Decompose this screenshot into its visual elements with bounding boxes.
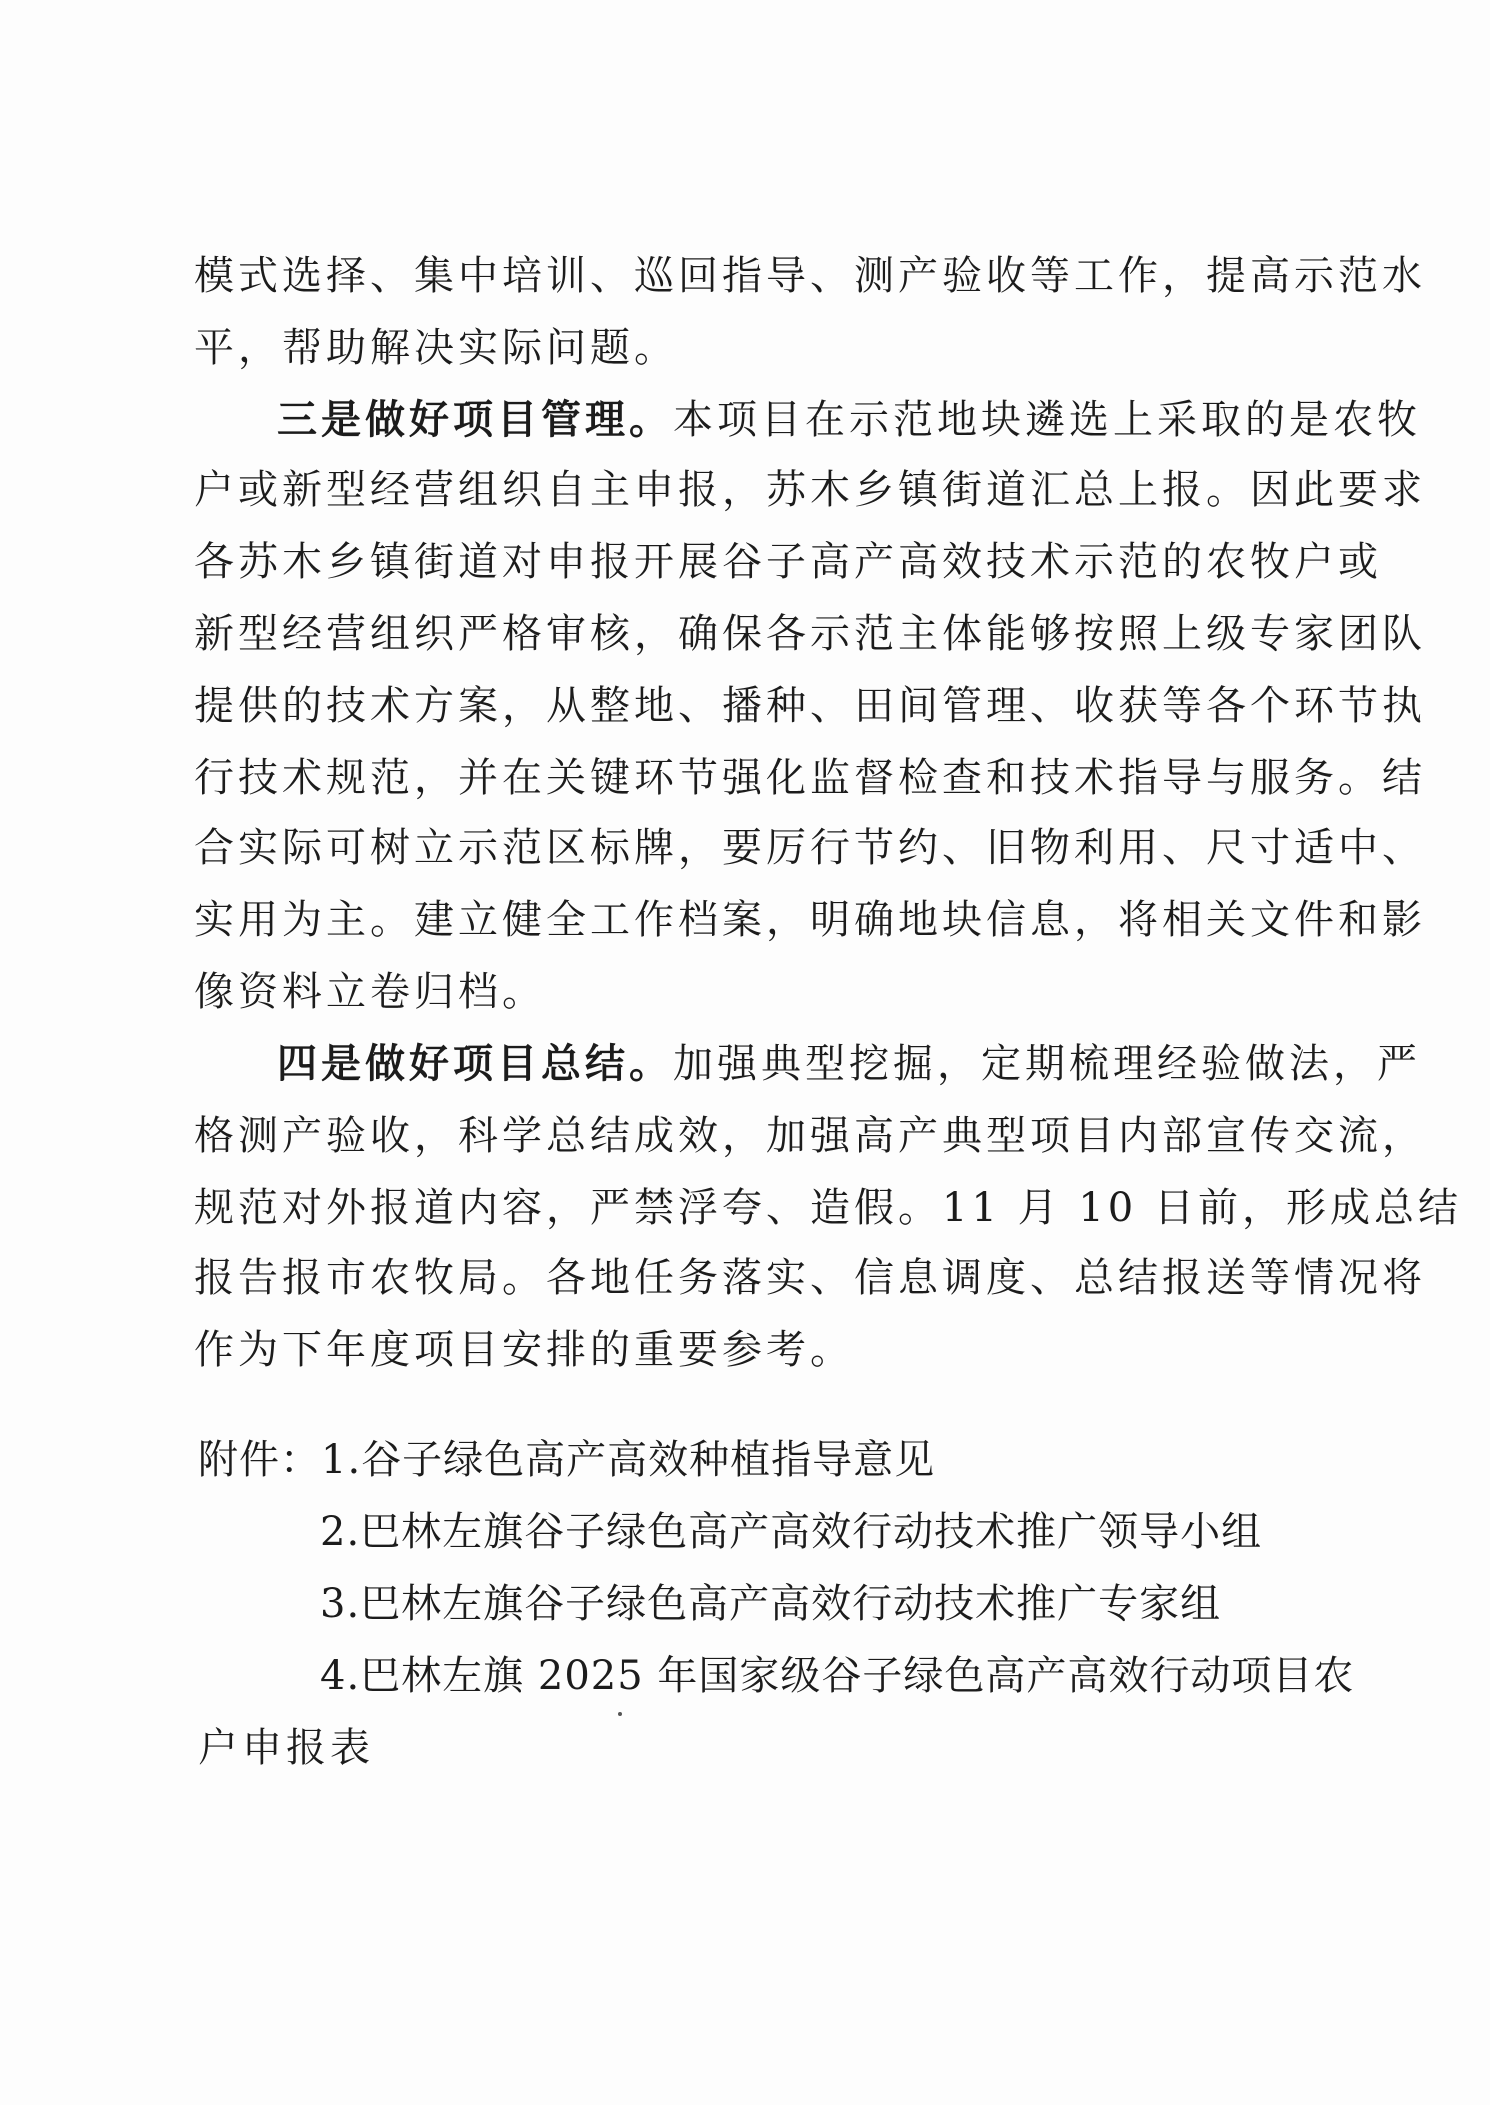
body-line: 提供的技术方案，从整地、播种、田间管理、收获等各个环节执	[194, 683, 1426, 729]
attachment-item: 1.谷子绿色高产高效种植指导意见	[321, 1437, 936, 1483]
body-text: 加强典型挖掘，定期梳理经验做法，严	[673, 1041, 1421, 1087]
body-line: 报告报市农牧局。各地任务落实、信息调度、总结报送等情况将	[194, 1255, 1426, 1301]
body-line: 行技术规范，并在关键环节强化监督检查和技术指导与服务。结	[194, 755, 1426, 801]
attachment-item: 4.巴林左旗 2025 年国家级谷子绿色高产高效行动项目农	[320, 1653, 1355, 1699]
body-text: 本项目在示范地块遴选上采取的是农牧	[673, 397, 1421, 443]
scan-speck	[618, 1712, 622, 1716]
section-heading: 四是做好项目总结。	[277, 1040, 673, 1087]
section-heading: 三是做好项目管理。	[277, 396, 673, 443]
attachment-line	[198, 1430, 935, 1490]
body-line	[277, 1034, 1421, 1094]
attachment-item: 2.巴林左旗谷子绿色高产高效行动技术推广领导小组	[320, 1509, 1263, 1555]
body-line: 户或新型经营组织自主申报，苏木乡镇街道汇总上报。因此要求	[194, 467, 1426, 513]
attachment-label: 附件：	[198, 1437, 321, 1483]
body-line: 平，帮助解决实际问题。	[194, 325, 678, 371]
attachment-continuation: 户申报表	[198, 1725, 374, 1771]
attachment-item: 3.巴林左旗谷子绿色高产高效行动技术推广专家组	[320, 1581, 1222, 1627]
body-line: 作为下年度项目安排的重要参考。	[194, 1327, 854, 1373]
body-line: 合实际可树立示范区标牌，要厉行节约、旧物利用、尺寸适中、	[194, 825, 1426, 871]
body-line: 模式选择、集中培训、巡回指导、测产验收等工作，提高示范水	[194, 253, 1426, 299]
body-line: 规范对外报道内容，严禁浮夸、造假。11 月 10 日前，形成总结	[194, 1185, 1462, 1231]
body-line: 实用为主。建立健全工作档案，明确地块信息，将相关文件和影	[194, 897, 1426, 943]
body-line: 新型经营组织严格审核，确保各示范主体能够按照上级专家团队	[194, 611, 1426, 657]
body-line: 各苏木乡镇街道对申报开展谷子高产高效技术示范的农牧户或	[194, 539, 1382, 585]
body-line: 像资料立卷归档。	[194, 969, 546, 1015]
body-line: 格测产验收，科学总结成效，加强高产典型项目内部宣传交流，	[194, 1113, 1426, 1159]
body-line	[277, 390, 1421, 450]
